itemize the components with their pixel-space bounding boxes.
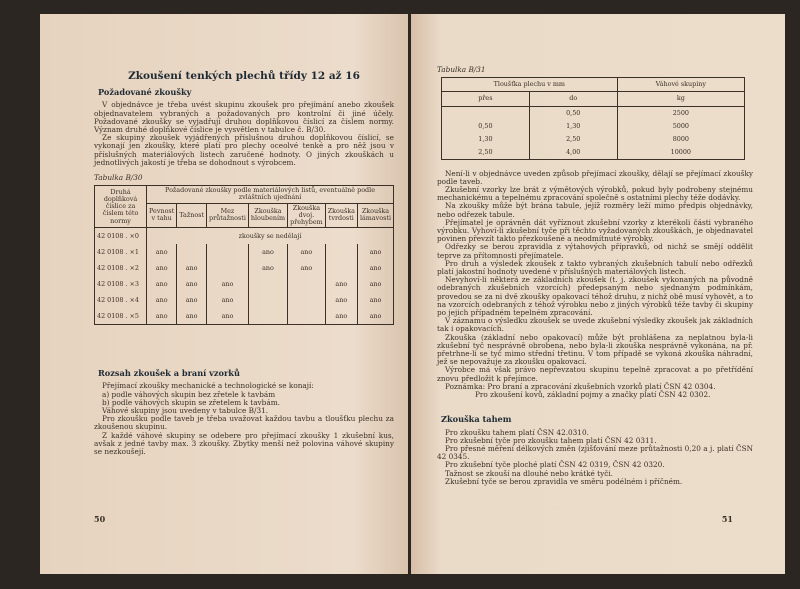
- table-cell: ano: [207, 308, 249, 325]
- table-cell: ano: [357, 244, 393, 260]
- table-cell: [325, 244, 357, 260]
- table-cell: 0,50: [529, 106, 617, 120]
- table-cell-code: 42 0108 . ×1: [95, 244, 147, 260]
- table-cell: 2,50: [529, 133, 617, 146]
- paragraph: Zkušební tyče se berou zpravidla ve směru podélném i příčném.: [445, 476, 683, 486]
- table-row: [442, 120, 745, 133]
- table-header: Zkouška hloubením: [248, 203, 287, 228]
- table-cell: ano: [357, 308, 393, 325]
- paragraph: Tažnost se zkouší na dlouhé nebo krátké tyči.: [445, 468, 613, 478]
- table-cell: ano: [288, 244, 326, 260]
- table-header: Tažnost: [177, 203, 207, 228]
- paragraph: Ze skupiny zkoušek vyjádřených příslušnou druhou doplňkovou číslicí, se vykonají jen zkoušky, které platí pro plechy oceolvé tenké a pro něž jsou v příslušných materiálových listech zaručené hodnoty. O jiných zkouškách u jednotlivých jakostí je třeba se dohodnout s výrobcem.: [94, 133, 394, 167]
- acceptance-rules-text: [437, 170, 753, 400]
- left-page: [40, 14, 408, 574]
- table-cell: ano: [177, 276, 207, 292]
- table-cell: [207, 244, 249, 260]
- list-item: a) podle váhových skupin bez zřetele k tavbám: [102, 389, 276, 399]
- table-cell: ano: [177, 260, 207, 276]
- table-cell: 1,30: [442, 133, 530, 146]
- paragraph: Není-li v objednávce uveden způsob přejímací zkoušky, dělají se přejímací zkoušky podle taveb.: [437, 168, 753, 186]
- table-cell: ano: [288, 260, 326, 276]
- table-cell: ano: [147, 276, 177, 292]
- section-heading-requested-tests: Požadované zkoušky: [98, 87, 192, 98]
- table-header: Požadované zkoušky podle materiálových listů, eventuálně podle zvláštních ujednání: [147, 186, 394, 203]
- table-cell: [325, 260, 357, 276]
- paragraph: Pro přesné měření délkových změn (zjišťování meze průtažnosti 0,20 a j. platí ČSN 42 0345.: [437, 443, 753, 462]
- table-cell: ano: [147, 308, 177, 325]
- table-header: Zkouška lámavosti: [357, 203, 393, 228]
- table-cell: ano: [325, 292, 357, 308]
- table-cell: 5000: [617, 120, 744, 133]
- table-cell-code: 42 0108 . ×4: [95, 292, 147, 308]
- table-header: Zkouška tvrdosti: [325, 203, 357, 228]
- table-cell: [288, 308, 326, 325]
- paragraph: Pro zkoušku podle taveb je třeba uvažovat každou tavbu a tloušťku plechu za zkoušenou skupinu.: [94, 414, 394, 432]
- table-header: přes: [442, 92, 530, 106]
- table-cell: [248, 292, 287, 308]
- right-page-content: [437, 66, 753, 486]
- page-number: 51: [721, 514, 733, 524]
- table-cell: [207, 260, 249, 276]
- table-cell: ano: [207, 276, 249, 292]
- note: Poznámka: Pro braní a zpracování zkušebních vzorků platí ČSN 42 0304.: [445, 381, 716, 391]
- table-cell: [248, 276, 287, 292]
- table-row: [442, 106, 745, 120]
- paragraph: Pro zkoušku tahem platí ČSN 42.0310.: [445, 427, 589, 437]
- note: Pro zkoušení kovů, základní pojmy a značky platí ČSN 42 0302.: [475, 390, 711, 400]
- table-header: Zkouška dvoj. přehybem: [288, 203, 326, 228]
- table-cell: [177, 244, 207, 260]
- table-cell: ano: [207, 292, 249, 308]
- paragraph: Přejímací zkoušky mechanické a technologické se konají:: [102, 381, 314, 391]
- table-row: [442, 146, 745, 160]
- table-row: [442, 133, 745, 146]
- table-cell: ano: [325, 308, 357, 325]
- table-cell: 0,50: [442, 120, 530, 133]
- table-cell: ano: [147, 260, 177, 276]
- weight-groups-table: [441, 77, 745, 159]
- table-cell: ano: [357, 260, 393, 276]
- table-cell: ano: [177, 292, 207, 308]
- table-cell-code: 42 0108 . ×5: [95, 308, 147, 325]
- table-header: Druhá doplňková číslice za číslem této normy: [95, 186, 147, 228]
- table-cell: ano: [147, 292, 177, 308]
- paragraph: Pro druh a výsledek zkoušek z takto vybraných zkušebních tabulí nebo odřezků platí jakostní hodnoty uvedené v příslušných materiálových listech.: [437, 258, 753, 277]
- table-label: Tabulka B/31: [437, 65, 486, 74]
- paragraph: Na zkoušky může být brána tabule, jejíž rozměry leží mimo předpis objednávky, nebo odřezek tabule.: [437, 201, 753, 219]
- table-header: kg: [617, 92, 744, 106]
- paragraph: V objednávce je třeba uvést skupinu zkoušek pro přejímání anebo zkoušek objednavatelem vybraných a požadovaných pro kontrolní či jiné účely. Požadované zkoušky se vyjadřují druhou doplňkovou číslicí za číslem normy. Význam druhé doplňkové číslice je vysvětlen v tabulce č. B/30.: [94, 100, 394, 135]
- table-row: [95, 292, 394, 308]
- paragraph: Odřezky se berou zpravidla z výtahových přípravků, od nichž se smějí oddělit teprve za přítomnosti přejímatele.: [437, 242, 753, 260]
- paragraph: Zkušební vzorky lze brát z výmětových výrobků, pokud byly podrobeny stejnému mechanickému a tepelnému zpracování společně s ostatními plechy téže dodávky.: [437, 185, 753, 203]
- table-header: Váhové skupiny: [617, 78, 744, 92]
- table-cell: ano: [177, 308, 207, 325]
- section-heading-scope: Rozsah zkoušek a braní vzorků: [98, 368, 240, 379]
- right-page: [411, 14, 785, 574]
- paragraph: Pro zkušební tyče pro zkoušku tahem platí ČSN 42 0311.: [445, 435, 657, 445]
- table-label: Tabulka B/30: [94, 173, 143, 183]
- table-cell: ano: [357, 276, 393, 292]
- page-title: Zkoušení tenkých plechů třídy 12 až 16: [128, 70, 360, 82]
- table-cell: [248, 308, 287, 325]
- table-cell: 8000: [617, 133, 744, 146]
- paragraph: Z každé váhové skupiny se odebere pro přejímací zkoušky 1 zkušební kus, avšak z jedné tavby max. 3 zkoušky. Zbytky menší než polovina váhové skupiny se nezkoušejí.: [94, 430, 394, 457]
- paragraph: Pro zkušební tyče ploché platí ČSN 42 0319, ČSN 42 0320.: [445, 460, 665, 470]
- table-cell: ano: [248, 244, 287, 260]
- table-cell: 2,50: [442, 146, 530, 160]
- table-row: [95, 244, 394, 260]
- table-row: [95, 228, 394, 245]
- table-header: do: [529, 92, 617, 106]
- table-cell: 1,30: [529, 120, 617, 133]
- table-row: [95, 276, 394, 292]
- table-row: [95, 260, 394, 276]
- table-cell-code: 42 0108 . ×0: [95, 228, 147, 245]
- table-cell: [442, 106, 530, 120]
- test-requirements-table: [94, 185, 394, 325]
- paragraph: Váhové skupiny jsou uvedeny v tabulce B/31.: [102, 406, 269, 416]
- table-row: [95, 308, 394, 325]
- table-cell: 4,00: [529, 146, 617, 160]
- table-cell: ano: [325, 276, 357, 292]
- table-cell: ano: [248, 260, 287, 276]
- table-cell: [288, 292, 326, 308]
- table-header: Tloušťka plechu v mm: [442, 78, 618, 92]
- table-cell: 10000: [617, 146, 744, 160]
- paragraph: Nevyhoví-li některá ze základních zkoušek (t. j. zkoušek vykonaných na původně odebraných zkušebních vzorcích) předepsaným nebo sjednaným podmínkám, provedou se za ni dvě zkoušky opakovací téhož druhu, z nichž obě musí vyhovět, a to na vzorcích odebraných z téhož výrobku nebo z jiných výrobků téže tavby či skupiny po jejich případném tepelném zpracování.: [437, 275, 753, 318]
- left-page-content: [94, 72, 394, 456]
- table-cell: [288, 276, 326, 292]
- table-cell: ano: [147, 244, 177, 260]
- table-cell: ano: [357, 292, 393, 308]
- table-cell: zkoušky se nedělají: [147, 228, 394, 245]
- paragraph: Zkouška (základní nebo opakovací) může být prohlášena za neplatnou byla-li zkušební tyč nesprávně obrobena, nebo byla-li zkouška nesprávně vykonána, na př. přetrhne-li se tyč mimo střední třetinu. V tom případě se vykoná zkouška náhradní, jež se nepovažuje za zkoušku opakovací.: [437, 332, 753, 367]
- paragraph: Výrobce má však právo nepřevzatou skupinu tepelně zpracovat a po přetřídění znovu předložit k přejímce.: [437, 365, 753, 383]
- paragraph: Přejímatel je oprávněn dát vyříznout zkušební vzorky z kterékoli části vybraného výrobku. Vyhoví-li zkušební tyče při těchto vyžadovaných zkouškách, je objednavatel povinen převzít takto přezkoušené a neodmítnuté výrobky.: [437, 217, 753, 244]
- table-cell: 2500: [617, 106, 744, 120]
- section-heading-tensile-test: Zkouška tahem: [441, 414, 512, 425]
- list-item: b) podle váhových skupin se zřetelem k tavbám.: [102, 397, 280, 407]
- page-number: 50: [94, 514, 106, 524]
- table-cell-code: 42 0108 . ×2: [95, 260, 147, 276]
- table-cell-code: 42 0108 . ×3: [95, 276, 147, 292]
- table-header: Mez průtažnosti: [207, 203, 249, 228]
- paragraph: V záznamu o výsledku zkoušek se uvede zkušební výsledky zkoušek jak základních tak i opakovacích.: [437, 316, 753, 334]
- table-header: Pevnost v tahu: [147, 203, 177, 228]
